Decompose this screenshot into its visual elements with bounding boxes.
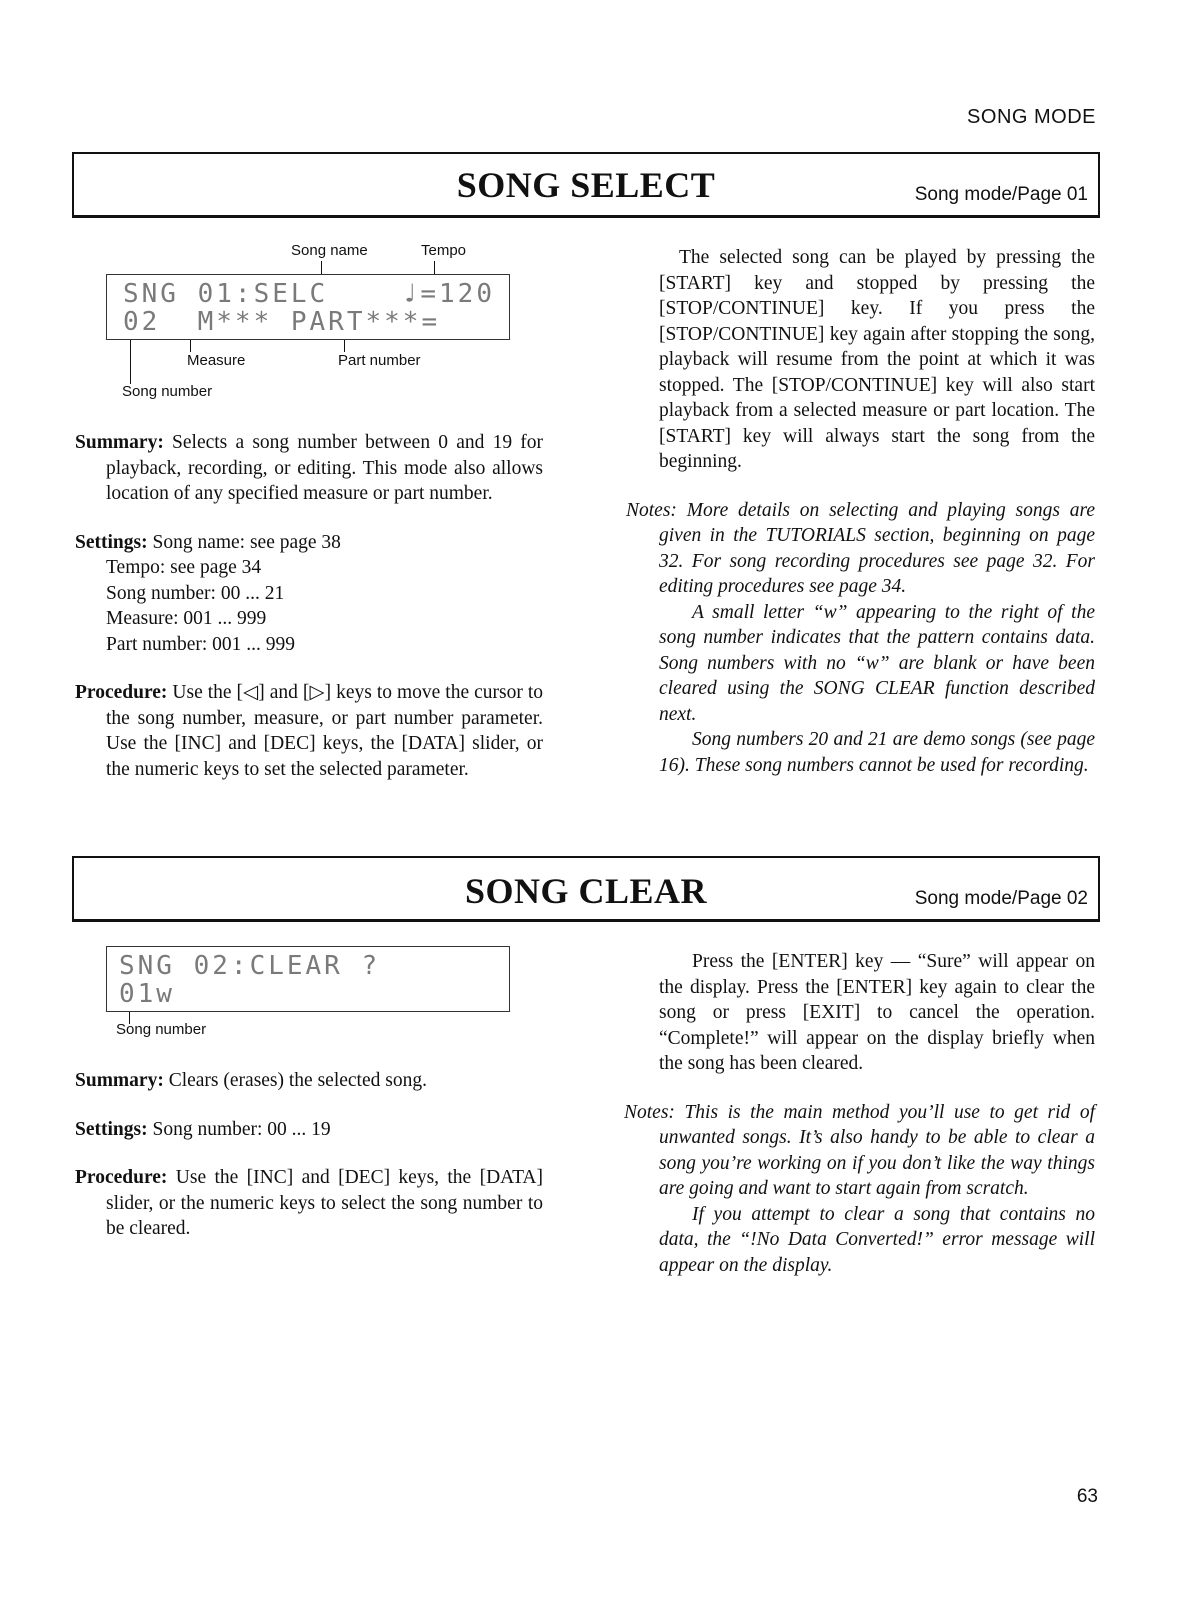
- display-tempo: ♩=120: [401, 279, 495, 309]
- notes-paragraph: [626, 498, 1095, 600]
- display-line-2: 02 M*** PART***=: [123, 307, 441, 337]
- notes-paragraph: [624, 1100, 1095, 1202]
- settings-paragraph: [75, 530, 543, 658]
- callout-measure: Measure: [187, 352, 246, 369]
- song-clear-left-column: [75, 1068, 543, 1265]
- song-clear-title: SONG CLEAR: [464, 871, 708, 911]
- section-label: SONG MODE: [967, 106, 1096, 128]
- note-text: More details on selecting and playing songs are given in the TUTORIALS section, beginning on page 32. For song recording procedures see page 32. For editing procedures see page 34.: [659, 499, 1095, 597]
- page-number: 63: [1076, 1486, 1098, 1507]
- song-select-title-box: [72, 152, 1100, 218]
- body-paragraph: The selected song can be played by pressing the [START] key and stopped by pressing the [STOP/CONTINUE] key. If you press the [STOP/CONTINUE] key again after stopping the song, playback will resume from the point at which it was stopped. The [STOP/CONTINUE] key will also start playback from a selected measure or part location. The [START] key will always start the song from the beginning.: [659, 247, 1095, 472]
- procedure-text: Use the [◁] and [▷] keys to move the cursor to the song number, measure, or part number parameter. Use the [INC] and [DEC] keys, the [DATA] slider, or the numeric keys to set the selected parameter.: [106, 682, 544, 780]
- song-select-page-ref: Song mode/Page 01: [914, 184, 1088, 205]
- notes-label: Notes:: [626, 499, 677, 521]
- settings-text: Song number: 00 ... 19: [152, 1118, 331, 1140]
- procedure-label: Procedure:: [75, 1167, 168, 1188]
- callout-line: [344, 340, 345, 352]
- display-line-1: SNG 02:CLEAR ?: [119, 951, 381, 981]
- settings-item: Part number: 001 ... 999: [106, 633, 296, 655]
- note-text: Song numbers 20 and 21 are demo songs (see page 16). These song numbers cannot be used for recording.: [659, 729, 1095, 776]
- callout-tempo: Tempo: [421, 242, 467, 259]
- callout-line: [130, 340, 131, 384]
- callout-song-number: Song number: [116, 1021, 207, 1038]
- summary-text: Clears (erases) the selected song.: [168, 1070, 427, 1091]
- summary-paragraph: [75, 1068, 543, 1094]
- song-clear-right-column: [624, 949, 1095, 1278]
- body-paragraph: Press the [ENTER] key — “Sure” will appear on the display. Press the [ENTER] key again to clear the song or press [EXIT] to cancel the operation. “Complete!” will appear on the display briefly when the song has been cleared.: [659, 951, 1095, 1074]
- procedure-paragraph: [75, 1165, 543, 1242]
- display-line-2: 01w: [119, 979, 175, 1009]
- procedure-label: Procedure:: [75, 682, 168, 703]
- settings-paragraph: [75, 1117, 543, 1143]
- song-clear-page-ref: Song mode/Page 02: [914, 888, 1088, 909]
- settings-item: Tempo: see page 34: [106, 557, 262, 578]
- song-clear-display: [106, 946, 510, 1012]
- summary-label: Summary:: [75, 432, 164, 453]
- display-line-1: SNG 01:SELC: [123, 279, 329, 309]
- note-text: A small letter “w” appearing to the right of the song number indicates that the pattern contains data. Song numbers with no “w” are blank or have been cleared using the SONG CLEAR function described next.: [659, 601, 1095, 725]
- song-clear-title-box: [72, 856, 1100, 922]
- song-select-left-column: [75, 430, 543, 805]
- settings-item: Song name: see page 38: [152, 531, 341, 553]
- note-text: If you attempt to clear a song that contains no data, the “!No Data Converted!” error message will appear on the display.: [659, 1203, 1095, 1276]
- callout-line: [190, 340, 191, 352]
- settings-label: Settings:: [75, 1118, 148, 1140]
- settings-label: Settings:: [75, 531, 148, 553]
- notes-label: Notes:: [624, 1101, 675, 1123]
- callout-part-number: Part number: [338, 352, 421, 369]
- summary-label: Summary:: [75, 1070, 164, 1091]
- callout-line: [321, 261, 322, 275]
- note-text: This is the main method you’ll use to get rid of unwanted songs. It’s also handy to be able to clear a song you’re working on if you don’t like the way things are going and want to start again from scratch.: [659, 1101, 1095, 1199]
- callout-line: [434, 261, 435, 275]
- settings-item: Measure: 001 ... 999: [106, 608, 267, 629]
- song-select-right-column: [626, 245, 1095, 778]
- settings-item: Song number: 00 ... 21: [106, 582, 285, 604]
- procedure-paragraph: [75, 680, 543, 782]
- song-select-title: SONG SELECT: [456, 165, 716, 205]
- song-select-display: [106, 274, 510, 340]
- summary-text: Selects a song number between 0 and 19 for playback, recording, or editing. This mode also allows location of any specified measure or part number.: [106, 432, 544, 504]
- procedure-text: Use the [INC] and [DEC] keys, the [DATA] slider, or the numeric keys to select the song number to be cleared.: [106, 1167, 543, 1239]
- callout-song-name: Song name: [291, 242, 368, 259]
- summary-paragraph: [75, 430, 543, 507]
- callout-song-number: Song number: [122, 383, 213, 400]
